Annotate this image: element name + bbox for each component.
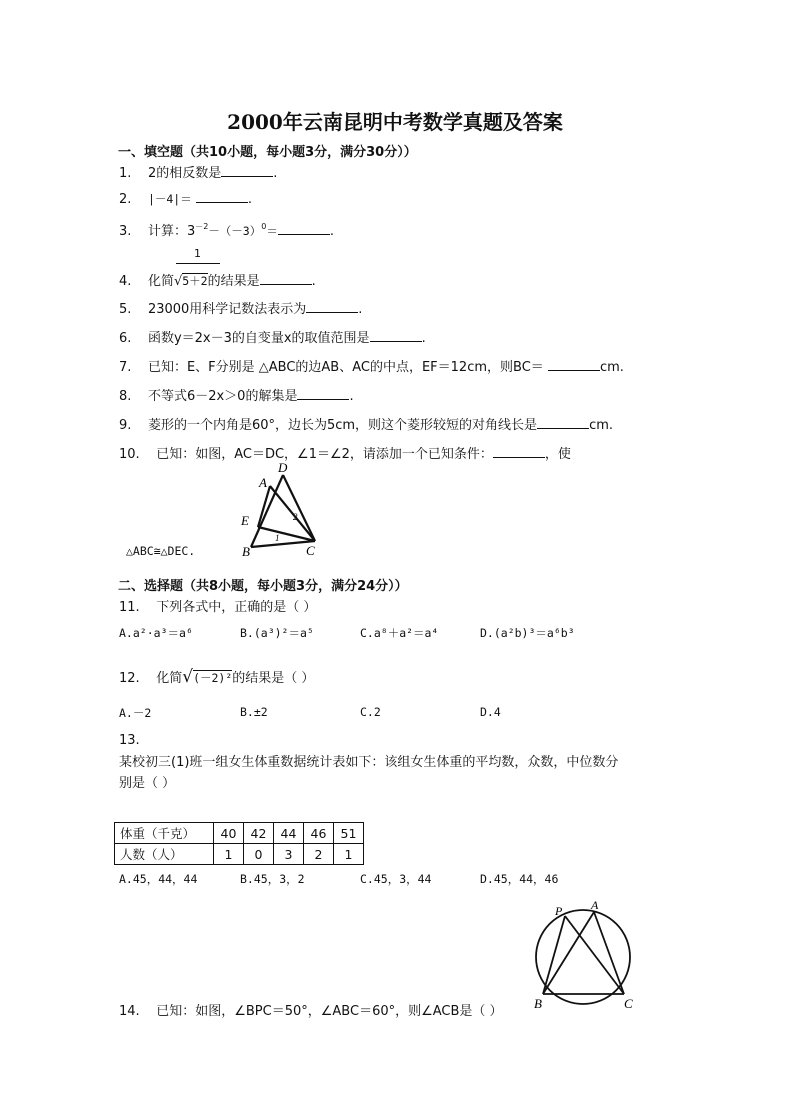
question-12 xyxy=(119,667,314,687)
question-13-text-cont: 别是（ ） xyxy=(119,776,176,791)
label-e: E xyxy=(241,513,249,528)
question-13-text: 某校初三(1)班一组女生体重数据统计表如下：该组女生体重的平均数，众数，中位数分 xyxy=(119,755,619,770)
question-14 xyxy=(119,1000,503,1019)
question-text: 已知：如图，AC＝DC，∠1＝∠2，请添加一个已知条件： xyxy=(156,447,493,462)
table-cell: 44 xyxy=(274,823,304,844)
label-angle-1: 1 xyxy=(275,533,280,543)
expression: －（－3） xyxy=(208,224,262,238)
label-c: C xyxy=(624,996,633,1011)
unit: cm. xyxy=(589,418,614,433)
option-d[interactable]: D.45，44，46 xyxy=(480,872,559,886)
answer-blank[interactable] xyxy=(196,192,248,203)
table-cell: 40 xyxy=(214,823,244,844)
question-number: 14. xyxy=(119,1004,140,1019)
question-number: 12. xyxy=(119,671,140,686)
option-c[interactable]: C.a⁸＋a²＝a⁴ xyxy=(360,626,439,640)
segment-pc xyxy=(565,916,624,994)
radicand: (－2)² xyxy=(193,671,233,685)
option-d[interactable]: D.(a²b)³＝a⁶b³ xyxy=(480,626,575,640)
answer-blank[interactable] xyxy=(548,360,600,371)
question-5 xyxy=(119,298,362,317)
punct: . xyxy=(273,166,278,181)
label-d: D xyxy=(278,460,288,475)
equals: ＝ xyxy=(266,224,278,238)
question-text: 不等式6－2x＞0的解集是 xyxy=(147,389,298,404)
section-heading-choice: 二、选择题（共8小题，每小题3分，满分24分）） xyxy=(118,579,408,594)
question-13-number: 13. xyxy=(119,733,140,748)
question-text: 下列各式中，正确的是（ ） xyxy=(156,600,317,615)
question-number: 8. xyxy=(119,389,132,404)
option-d[interactable]: D.4 xyxy=(480,705,501,719)
punct: . xyxy=(358,302,363,317)
triangle-figure xyxy=(238,459,322,559)
label-a: A xyxy=(259,475,267,490)
punct: . xyxy=(421,331,426,346)
punct: . xyxy=(349,389,354,404)
question-4 xyxy=(119,270,316,289)
fraction-bar xyxy=(176,263,220,264)
exponent: －2 xyxy=(195,222,209,231)
answer-blank[interactable] xyxy=(260,274,312,285)
label-b: B xyxy=(534,996,542,1011)
option-c[interactable]: C.2 xyxy=(360,705,381,719)
table-cell: 51 xyxy=(334,823,364,844)
table-cell: 46 xyxy=(304,823,334,844)
question-text: |－4|＝ xyxy=(147,192,192,206)
answer-blank[interactable] xyxy=(221,166,273,177)
label-b: B xyxy=(242,544,250,559)
question-number: 1. xyxy=(119,166,132,181)
table-cell: 3 xyxy=(274,844,304,865)
exponent: 0 xyxy=(261,222,267,231)
circle-figure xyxy=(528,898,642,1014)
question-text: 的结果是 xyxy=(207,274,260,289)
answer-blank[interactable] xyxy=(278,224,330,235)
table-cell: 2 xyxy=(304,844,334,865)
answer-blank[interactable] xyxy=(370,331,422,342)
label-a: A xyxy=(591,898,599,912)
option-b[interactable]: B.(a³)²＝a⁵ xyxy=(240,626,314,640)
question-text: 计算：3 xyxy=(147,224,196,239)
option-b[interactable]: B.±2 xyxy=(240,705,268,719)
answer-blank[interactable] xyxy=(297,389,349,400)
unit: cm. xyxy=(599,360,624,375)
question-number: 3. xyxy=(119,224,132,239)
option-a[interactable]: A.－2 xyxy=(119,706,152,720)
question-text: 已知：E、F分别是 △ABC的边AB、AC的中点，EF＝12cm，则BC＝ xyxy=(147,360,544,375)
question-text: 化简 xyxy=(147,274,174,289)
segment-ba xyxy=(543,912,594,994)
question-number: 10. xyxy=(119,447,140,462)
page-title: 2000年云南昆明中考数学真题及答案 xyxy=(227,110,563,134)
sqrt-sign: √ xyxy=(173,274,183,289)
question-3 xyxy=(119,220,334,239)
circumscribed-circle xyxy=(536,910,630,1004)
question-10-conclusion: △ABC≅△DEC. xyxy=(126,544,196,558)
figure-lines xyxy=(543,912,624,994)
question-number: 2. xyxy=(119,192,132,207)
punct: . xyxy=(247,192,252,207)
question-text: 23000用科学记数法表示为 xyxy=(147,302,307,317)
question-number: 4. xyxy=(119,274,132,289)
question-text: ，使 xyxy=(544,447,571,462)
question-6 xyxy=(119,327,426,346)
question-7 xyxy=(119,356,624,375)
question-number: 5. xyxy=(119,302,132,317)
radicand: 5＋2 xyxy=(182,274,208,288)
table-header-weight: 体重（千克） xyxy=(115,823,214,844)
table-cell: 1 xyxy=(334,844,364,865)
punct: . xyxy=(329,224,334,239)
table-cell: 42 xyxy=(244,823,274,844)
weight-table xyxy=(114,822,364,865)
answer-blank[interactable] xyxy=(306,302,358,313)
answer-blank[interactable] xyxy=(493,447,545,458)
question-number: 7. xyxy=(119,360,132,375)
question-number: 6. xyxy=(119,331,132,346)
question-text: 的结果是（ ） xyxy=(232,671,315,686)
question-8 xyxy=(119,385,354,404)
question-text: 已知：如图，∠BPC＝50°，∠ABC＝60°，则∠ACB是（ ） xyxy=(156,1004,503,1019)
option-b[interactable]: B.45，3，2 xyxy=(240,872,305,886)
question-number: 11. xyxy=(119,600,140,615)
table-cell: 1 xyxy=(214,844,244,865)
question-1 xyxy=(119,162,277,181)
option-c[interactable]: C.45，3，44 xyxy=(360,872,432,886)
table-row xyxy=(115,823,364,844)
question-10 xyxy=(119,443,571,462)
question-text: 菱形的一个内角是60°，边长为5cm，则这个菱形较短的对角线长是 xyxy=(147,418,538,433)
answer-blank[interactable] xyxy=(537,418,589,429)
label-c: C xyxy=(306,543,315,558)
question-2 xyxy=(119,191,252,207)
question-text: 函数y＝2x－3的自变量x的取值范围是 xyxy=(147,331,370,346)
punct: . xyxy=(311,274,316,289)
question-text: 化简 xyxy=(156,671,183,686)
label-p: P xyxy=(555,904,563,918)
segment-ac xyxy=(594,912,624,994)
label-angle-2: 2 xyxy=(293,512,298,522)
question-11 xyxy=(119,596,316,615)
option-a[interactable]: A.a²·a³＝a⁶ xyxy=(119,626,193,640)
fraction-numerator: 1 xyxy=(194,247,201,260)
option-a[interactable]: A.45，44，44 xyxy=(119,872,198,886)
sqrt-sign: √ xyxy=(182,667,194,687)
question-number: 9. xyxy=(119,418,132,433)
question-text: 2的相反数是 xyxy=(147,166,222,181)
table-cell: 0 xyxy=(244,844,274,865)
question-9 xyxy=(119,414,613,433)
table-row xyxy=(115,844,364,865)
section-heading-fill-in: 一、填空题（共10小题，每小题3分，满分30分）） xyxy=(118,145,417,160)
table-header-count: 人数（人） xyxy=(115,844,214,865)
